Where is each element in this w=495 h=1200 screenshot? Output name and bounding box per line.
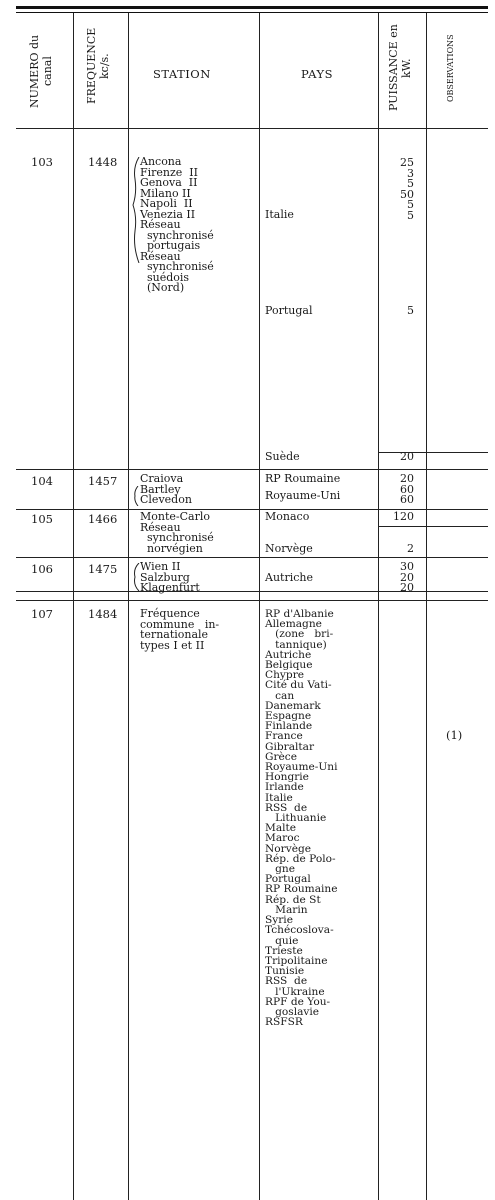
header-pays: PAYS <box>301 67 333 81</box>
row-105-canal: 105 <box>31 512 53 526</box>
row-103-bottom-line <box>16 469 488 470</box>
row-107-observations: (1) <box>446 728 463 742</box>
row-107-pays-list: RP d'Albanie Allemagne (zone bri- tannique) Autriche Belgique Chypre Cité du Vati- can Danemark Espagne Finlande France Gibraltar Grèce Royaume-Uni Hongrie Irlande Italie RSS de Lithuanie Malte Maroc Norvège Rép. de Polo- gne Portugal RP Roumaine Rép. de St Marin Syrie Tchécoslova- quie Trieste Tripolitaine Tunisie RSS de l'Ukraine RPF de You- goslavie RSFSR <box>265 608 338 1029</box>
row-103-pays-portugal: Portugal <box>265 304 313 317</box>
top-rule-thick <box>16 6 488 9</box>
row-106-107-line <box>16 600 488 601</box>
row-104-frequence: 1457 <box>88 474 118 488</box>
row-104-stations: Craiova Bartley Clevedon <box>140 472 192 506</box>
header-bottom-line <box>16 128 488 129</box>
row-107-frequence: 1484 <box>88 607 118 621</box>
header-frequence: FREQUENCE kc/s. <box>85 27 111 105</box>
row-104-brace <box>133 486 139 506</box>
row-103-puissance-suede: 20 <box>400 450 414 463</box>
row-105-frequence: 1466 <box>88 512 118 526</box>
row-103-frequence: 1448 <box>88 155 118 169</box>
row-103-pays-suede: Suède <box>265 450 300 463</box>
row-105-bottom-line <box>16 557 488 558</box>
row-104-pays-royaume-uni: Royaume-Uni <box>265 489 341 502</box>
col-divider-4 <box>378 13 379 1200</box>
col-divider-5 <box>426 13 427 1200</box>
header-puissance: PUISSANCE en kW. <box>387 24 413 112</box>
header-station: STATION <box>153 67 211 81</box>
row-106-puissance: 30 20 20 <box>400 560 414 594</box>
header-observations: OBSERVATIONS <box>446 34 455 102</box>
col-divider-2 <box>128 13 129 1200</box>
row-106-top-line <box>16 591 488 592</box>
row-103-pays-italie: Italie <box>265 208 294 221</box>
row-103-canal: 103 <box>31 155 53 169</box>
row-106-brace <box>132 563 140 591</box>
row-106-pays: Autriche <box>265 571 313 584</box>
row-104-canal: 104 <box>31 474 53 488</box>
row-105-stations: Monte-Carlo Réseau synchronisé norvégien <box>140 510 214 555</box>
row-107-canal: 107 <box>31 607 53 621</box>
col-divider-1 <box>73 13 74 1200</box>
row-104-pays-roumaine: RP Roumaine <box>265 472 341 485</box>
row-106-frequence: 1475 <box>88 562 118 576</box>
row-107-stations: Fréquence commune in- ternationale types I et II <box>140 607 220 652</box>
row-105-pays-norvege: Norvège <box>265 542 313 555</box>
row-104-puissance: 20 60 60 <box>400 472 414 506</box>
row-106-stations: Wien II Salzburg Klagenfurt <box>140 560 200 594</box>
row-105-puissance-norvege: 2 <box>407 542 414 555</box>
row-105-pow-line <box>378 526 488 527</box>
row-103-puissance-portugal: 5 <box>407 304 414 317</box>
col-divider-3 <box>259 13 260 1200</box>
row-106-canal: 106 <box>31 562 53 576</box>
top-rule-thin <box>16 12 488 13</box>
row-104-bottom-line <box>16 509 488 510</box>
header-canal: NUMERO du canal <box>28 34 54 108</box>
row-103-stations: Ancona Firenze II Genova II Milano II Napoli II Venezia II Réseau synchronisé portugais Réseau synchronisé suédois (Nord) <box>140 155 214 294</box>
row-105-puissance-monaco: 120 <box>393 510 414 523</box>
row-105-pays-monaco: Monaco <box>265 510 310 523</box>
row-103-puissance-italie: 25 3 5 50 5 5 <box>400 156 414 222</box>
